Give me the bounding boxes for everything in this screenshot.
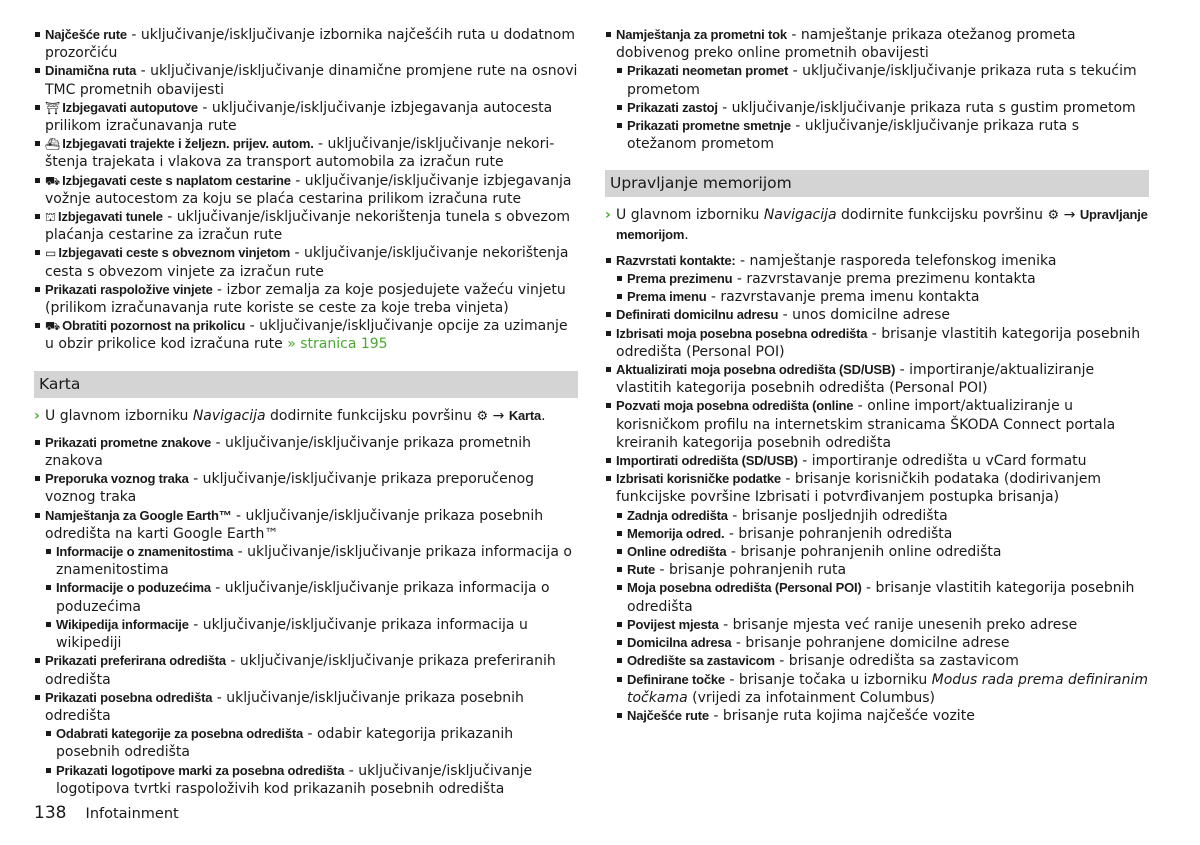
option-description: - izbor zemalja za koje posjedujete važeću vinjetu (prilikom izračunavanja rute koriste se ceste za koje treba vinjeta) bbox=[45, 281, 566, 317]
option-description: - uključivanje/isključivanje logotipova tvrtki raspoloživih kod prikazanih posebnih odredišta bbox=[56, 762, 533, 797]
section-heading-karta: Karta bbox=[34, 371, 578, 398]
option-description: - uključivanje/isključivanje prikaza posebnih odredišta bbox=[45, 689, 524, 724]
sub-list-item bbox=[45, 616, 578, 652]
option-description: - razvrstavanje prema imenu kontakta bbox=[706, 289, 980, 306]
option-description-cont: (vrijedi za infotainment Columbus) bbox=[687, 689, 936, 706]
page-reference-link[interactable]: » stranica 195 bbox=[287, 336, 388, 353]
option-description: - uključivanje/isključivanje dinamične promjene rute na osnovi TMC prometnih obavijesti bbox=[45, 63, 578, 98]
option-description: - brisanje vlastitih kategorija posebnih odredišta (Personal POI) bbox=[616, 325, 1141, 360]
list-item bbox=[34, 281, 578, 317]
option-term: Odredište sa zastavicom bbox=[627, 653, 775, 669]
option-term: Memorija odred. bbox=[627, 525, 725, 541]
option-term: Rute bbox=[627, 562, 656, 578]
option-icon: ⛟ bbox=[45, 173, 61, 188]
option-term: Preporuka voznog traka bbox=[45, 471, 189, 487]
option-term: Informacije o poduzećima bbox=[56, 580, 211, 596]
settings-icon: ⚙ bbox=[476, 408, 489, 424]
function-button-label: Karta bbox=[508, 407, 542, 423]
left-column bbox=[34, 26, 578, 798]
option-description: - uključivanje/isključivanje prikaza ruta s gustim prometom bbox=[717, 99, 1136, 116]
sub-list-item bbox=[616, 579, 1149, 615]
option-description: - unos domicilne adrese bbox=[778, 307, 951, 324]
arrow-symbol: → bbox=[1059, 207, 1080, 224]
sub-list-item bbox=[45, 725, 578, 761]
option-term: Namještanja za Google Earth™ bbox=[45, 507, 232, 523]
menu-reference: Navigacija bbox=[763, 207, 837, 224]
option-description: - brisanje ruta kojima najčešće vozite bbox=[708, 707, 975, 724]
step-text: U glavnom izborniku bbox=[45, 407, 193, 424]
option-description: - uključivanje/isključivanje nekorištenja cesta s obvezom vinjete za izračun rute bbox=[45, 245, 569, 280]
list-item bbox=[605, 26, 1149, 62]
right-column bbox=[605, 26, 1149, 725]
option-icon: ⛩ bbox=[45, 100, 61, 115]
list-item bbox=[34, 317, 578, 353]
option-description: - namještanje prikaza otežanog prometa dobivenog preko online prometnih obavijesti bbox=[616, 27, 1076, 62]
step-end: . bbox=[684, 226, 689, 243]
option-term: Prikazati prometne smetnje bbox=[627, 118, 791, 134]
option-term: Najčešće rute bbox=[45, 27, 127, 42]
sub-list-item bbox=[45, 762, 578, 798]
option-term: Informacije o znamenitostima bbox=[56, 544, 234, 560]
step-end: . bbox=[541, 407, 546, 424]
footer-title: Infotainment bbox=[85, 806, 179, 822]
option-term: Prikazati prometne znakove bbox=[45, 434, 212, 450]
option-description: - brisanje vlastitih kategorija posebnih odredišta bbox=[627, 580, 1135, 615]
option-description: - razvrstavanje prema prezimenu kontakta bbox=[732, 271, 1036, 288]
option-term: Obratiti pozornost na prikolicu bbox=[62, 318, 246, 334]
step-text: dodirnite funkcijsku površinu bbox=[836, 207, 1048, 224]
option-description: - odabir kategorija prikazanih posebnih odredišta bbox=[56, 726, 514, 761]
option-term: Moja posebna odredišta (Personal POI) bbox=[627, 580, 862, 596]
option-term: Izbrisati korisničke podatke bbox=[616, 471, 781, 487]
list-item bbox=[605, 361, 1149, 397]
instruction-step-karta bbox=[34, 407, 578, 426]
sub-list-item bbox=[616, 525, 1149, 543]
menu-reference: Navigacija bbox=[192, 407, 266, 424]
list-item bbox=[34, 135, 578, 171]
option-term: Prikazati neometan promet bbox=[627, 63, 789, 79]
list-item bbox=[34, 470, 578, 506]
option-term: Prikazati posebna odredišta bbox=[45, 689, 213, 705]
list-item bbox=[34, 208, 578, 244]
option-description: - uključivanje/isključivanje prikaza preporučenog voznog traka bbox=[45, 471, 535, 506]
list-item bbox=[605, 397, 1149, 452]
settings-icon: ⚙ bbox=[1047, 208, 1060, 224]
option-term: Prema prezimenu bbox=[627, 271, 733, 287]
option-term: Definirati domicilnu adresu bbox=[616, 307, 779, 323]
option-term: Wikipedija informacije bbox=[56, 616, 189, 632]
sub-list-item bbox=[45, 579, 578, 615]
option-description: - uključivanje/isključivanje prikaza prometnih znakova bbox=[45, 434, 532, 470]
option-term: Izbjegavati trajekte i željezn. prijev. autom. bbox=[62, 136, 314, 152]
step-arrow-icon: › bbox=[605, 207, 611, 224]
list-item bbox=[605, 452, 1149, 470]
option-term: Odabrati kategorije za posebna odredišta bbox=[56, 726, 304, 742]
option-description: - brisanje korisničkih podataka (dodirivanjem funkcijske površine Izbrisati i potvrđivanjem postupka brisanja) bbox=[616, 471, 1102, 506]
option-term: Importirati odredišta (SD/USB) bbox=[616, 453, 798, 469]
sub-list-item bbox=[616, 561, 1149, 579]
option-icon: ⛴ bbox=[45, 137, 61, 152]
option-term: Izbjegavati ceste s obveznom vinjetom bbox=[58, 245, 291, 261]
option-icon: ⛟ bbox=[45, 319, 61, 334]
option-term: Razvrstati kontakte: bbox=[616, 252, 736, 268]
option-description: - uključivanje/isključivanje nekorištenja tunela s obvezom plaćanja cestarine za izračun rute bbox=[45, 209, 571, 244]
sub-list-item bbox=[616, 671, 1149, 707]
option-description: - brisanje točaka u izborniku bbox=[724, 671, 932, 688]
list-item bbox=[34, 652, 578, 688]
option-term: Namještanja za prometni tok bbox=[616, 27, 787, 42]
sub-list-item bbox=[616, 288, 1149, 306]
list-item bbox=[34, 507, 578, 543]
list-item bbox=[34, 62, 578, 98]
option-term: Prikazati raspoložive vinjete bbox=[45, 281, 213, 297]
sub-list-item bbox=[616, 62, 1149, 98]
sub-list-item bbox=[616, 507, 1149, 525]
sub-list-item bbox=[616, 99, 1149, 117]
list-item bbox=[34, 26, 578, 62]
sub-list-item bbox=[616, 543, 1149, 561]
option-description: - importiranje odredišta u vCard formatu bbox=[797, 453, 1087, 470]
option-description: - uključivanje/isključivanje prikaza informacija u wikipediji bbox=[56, 616, 528, 652]
option-term: Zadnja odredišta bbox=[627, 507, 728, 523]
option-term: Online odredišta bbox=[627, 544, 727, 560]
option-term: Dinamična ruta bbox=[45, 63, 137, 79]
option-description: - uključivanje/isključivanje prikaza ruta s tekućim prometom bbox=[627, 63, 1137, 98]
section-heading-memorija: Upravljanje memorijom bbox=[605, 170, 1149, 197]
list-item bbox=[34, 689, 578, 725]
route-options-list bbox=[34, 26, 578, 354]
option-description: - uključivanje/isključivanje prikaza preferiranih odredišta bbox=[45, 653, 556, 688]
page-footer bbox=[34, 803, 179, 823]
step-text: dodirnite funkcijsku površinu bbox=[265, 407, 477, 424]
option-description: - uključivanje/isključivanje izbornika najčešćih ruta u dodatnom prozorčiću bbox=[45, 27, 575, 62]
option-description: - brisanje posljednjih odredišta bbox=[727, 507, 948, 524]
sub-list-item bbox=[616, 707, 1149, 725]
option-description: - uključivanje/isključivanje prikaza posebnih odredišta na karti Google Earth™ bbox=[45, 507, 544, 542]
arrow-symbol: → bbox=[488, 407, 509, 424]
sub-list-item bbox=[616, 117, 1149, 153]
option-description: - uključivanje/isključivanje nekorištenja trajekata i vlakova za transport automobila za izračun rute bbox=[45, 136, 555, 171]
option-description: - uključivanje/isključivanje opcije za uzimanje u obzir prikolice kod izračuna rute bbox=[45, 318, 568, 353]
option-term: Pozvati moja posebna odredišta (online bbox=[616, 398, 854, 414]
option-term: Prikazati preferirana odredišta bbox=[45, 653, 226, 669]
menu-reference: Modus rada prema definiranim točkama bbox=[627, 671, 1149, 706]
karta-options-list bbox=[34, 434, 578, 798]
option-icon: ▭ bbox=[45, 246, 57, 261]
option-term: Izbjegavati ceste s naplatom cestarine bbox=[62, 172, 291, 188]
option-term: Definirane točke bbox=[627, 671, 725, 687]
option-description: - online import/aktualiziranje u korisničkom profilu na internetskim stranicama ŠKODA Connect portala kreiranih kategorija posebnih odredišta bbox=[616, 398, 1116, 451]
page-number: 138 bbox=[34, 803, 67, 823]
list-item bbox=[605, 470, 1149, 506]
option-description: - importiranje/aktualiziranje vlastitih kategorija posebnih odredišta (Personal POI) bbox=[616, 362, 1095, 397]
option-term: Prema imenu bbox=[627, 289, 707, 305]
option-description: - uključivanje/isključivanje prikaza informacija o znamenitostima bbox=[56, 544, 572, 579]
sub-list-item bbox=[45, 543, 578, 579]
option-description: - brisanje pohranjene domicilne adrese bbox=[731, 635, 1010, 652]
option-description: - brisanje pohranjenih odredišta bbox=[724, 525, 953, 542]
option-term: Najčešće rute bbox=[627, 707, 709, 723]
option-term: Domicilna adresa bbox=[627, 635, 732, 651]
sub-list-item bbox=[616, 634, 1149, 652]
option-term: Prikazati logotipove marki za posebna odredišta bbox=[56, 762, 345, 778]
traffic-options-list bbox=[605, 26, 1149, 153]
option-term: Izbrisati moja posebna posebna odredišta bbox=[616, 325, 868, 341]
option-description: - brisanje pohranjenih ruta bbox=[655, 562, 847, 579]
option-description: - uključivanje/isključivanje prikaza ruta s otežanom prometom bbox=[627, 118, 1080, 153]
sub-list-item bbox=[616, 616, 1149, 634]
list-item bbox=[34, 99, 578, 135]
option-term: Povijest mjesta bbox=[627, 616, 719, 632]
list-item bbox=[605, 252, 1149, 270]
step-arrow-icon: › bbox=[34, 407, 40, 424]
option-term: Izbjegavati tunele bbox=[58, 209, 163, 225]
option-icon: ⛫ bbox=[45, 210, 57, 225]
list-item bbox=[605, 306, 1149, 324]
option-description: - uključivanje/isključivanje izbjegavanja vožnje autocestom za koju se plaća cestarina prilikom izračuna rute bbox=[45, 172, 572, 207]
sub-list-item bbox=[616, 652, 1149, 670]
option-description: - uključivanje/isključivanje izbjegavanja autocesta prilikom izračunavanja rute bbox=[45, 99, 553, 135]
memory-options-list bbox=[605, 252, 1149, 725]
option-description: - brisanje odredišta sa zastavicom bbox=[774, 653, 1019, 670]
sub-list-item bbox=[616, 270, 1149, 288]
option-term: Aktualizirati moja posebna odredišta (SD/USB) bbox=[616, 362, 896, 378]
option-description: - brisanje pohranjenih online odredišta bbox=[726, 544, 1002, 561]
option-description: - namještanje rasporeda telefonskog imenika bbox=[735, 252, 1057, 269]
instruction-step-memorija bbox=[605, 206, 1149, 243]
function-button-label: Upravljanje memorijom bbox=[616, 207, 1148, 242]
option-description: - brisanje mjesta već ranije unesenih preko adrese bbox=[718, 616, 1078, 633]
option-term: Prikazati zastoj bbox=[627, 99, 718, 115]
list-item bbox=[34, 434, 578, 470]
option-term: Izbjegavati autoputove bbox=[62, 99, 198, 115]
list-item bbox=[605, 325, 1149, 361]
list-item bbox=[34, 244, 578, 280]
option-description: - uključivanje/isključivanje prikaza informacija o poduzećima bbox=[56, 580, 550, 615]
step-text: U glavnom izborniku bbox=[616, 207, 764, 224]
list-item bbox=[34, 172, 578, 208]
